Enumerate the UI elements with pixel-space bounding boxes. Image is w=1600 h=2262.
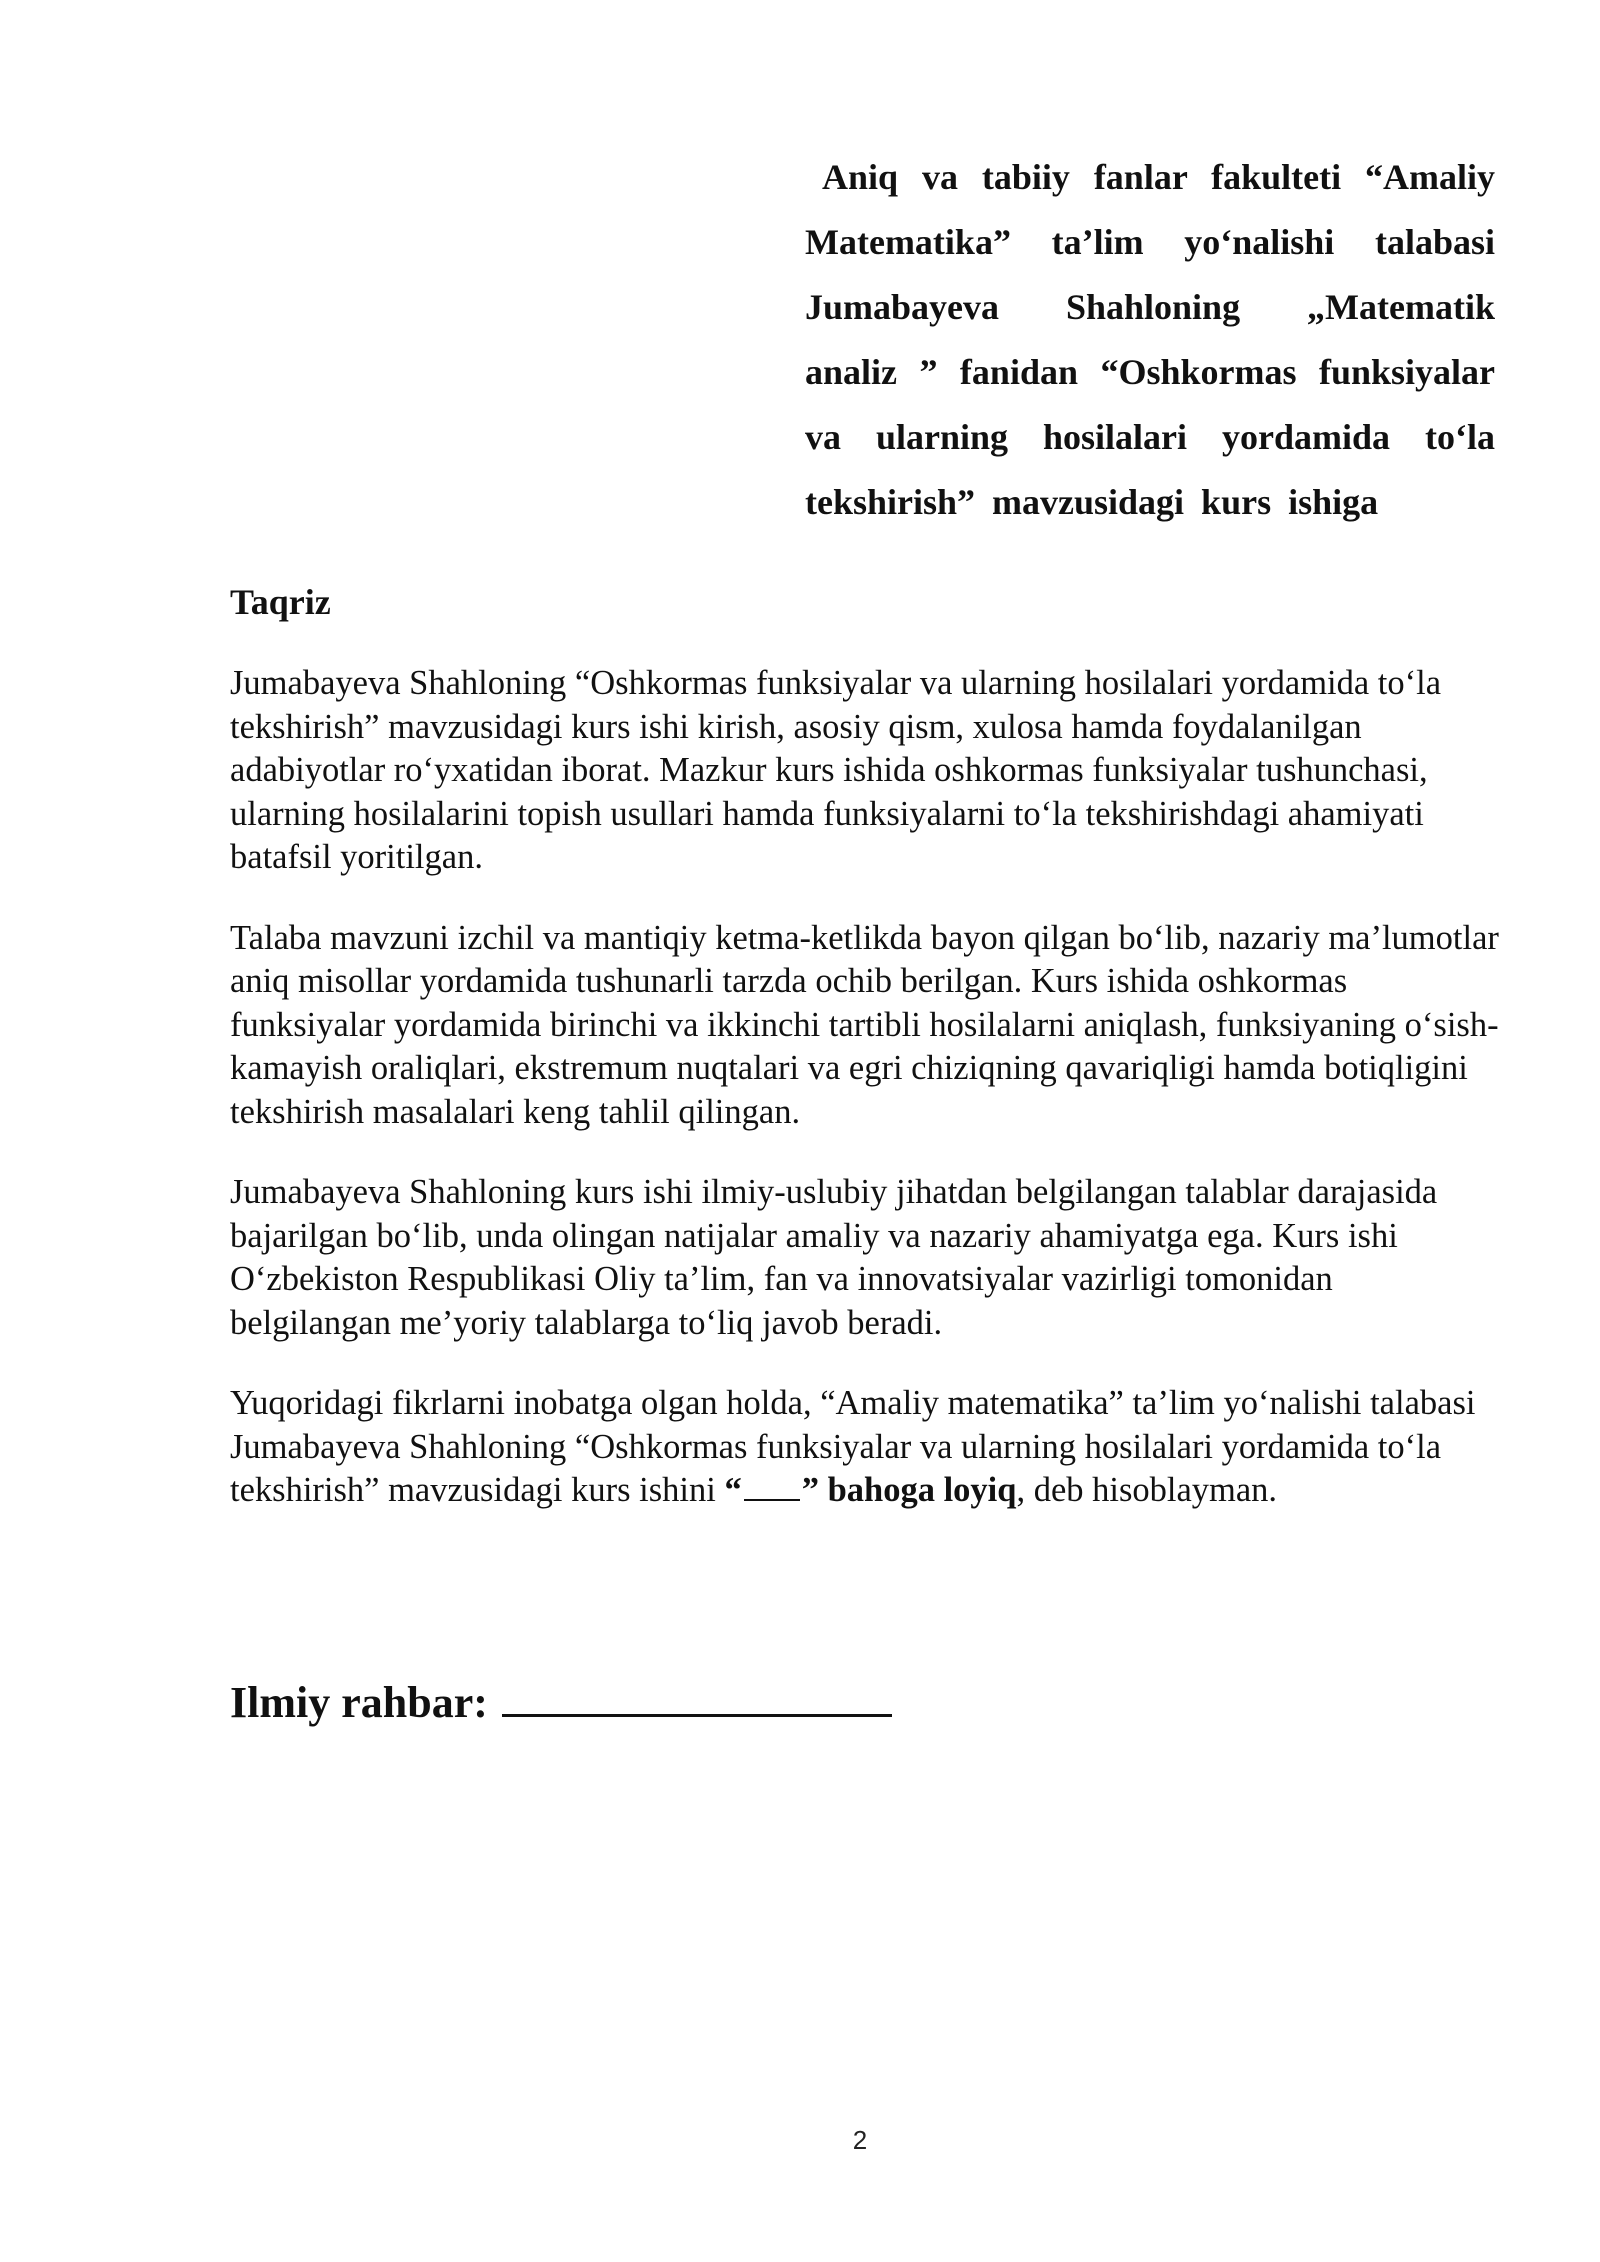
header-line: tekshirish” mavzusidagi kurs ishiga xyxy=(805,482,1379,522)
header-line: Aniq va tabiiy fanlar fakulteti “Amaliy xyxy=(822,157,1495,197)
grade-phrase: ” bahoga loyiq xyxy=(801,1471,1017,1509)
document-title: Taqriz xyxy=(230,582,331,622)
paragraph-content: Talaba mavzuni izchil va mantiqiy ketma-ketlikda bayon qilgan bo‘lib, nazariy ma’lumotlar aniq misollar yordamida tushunarli tarzda ochib berilgan. Kurs ishida oshkormas funksiyalar yordamida birinchi va ikkinchi tartibli hosilalarni aniqlash, funksiyaning o‘sish-kamayish oraliqlari, ekstremum nuqtalari va egri chiziqning qavariqligi hamda botiqligini tekshirish masalalari keng tahlil qilingan. xyxy=(230,918,1499,1131)
signature-line xyxy=(502,1670,892,1717)
grade-blank xyxy=(744,1469,800,1501)
supervisor-signature xyxy=(230,1670,892,1731)
paragraph-evaluation: Jumabayeva Shahloning kurs ishi ilmiy-uslubiy jihatdan belgilangan talablar darajasida bajarilgan bo‘lib, unda olingan natijalar amaliy va nazariy ahamiyatga ega. Kurs ishi O‘zbekiston Respublikasi Oliy ta’lim, fan va innovatsiyalar vazirligi tomonidan belgilangan me’yoriy talablarga to‘liq javob beradi. xyxy=(230,1173,1438,1342)
review-body xyxy=(230,662,1500,1550)
header-line: Matematika” ta’lim yo‘nalishi talabasi xyxy=(805,222,1495,262)
header-line: Jumabayeva Shahloning „Matematik xyxy=(805,287,1495,327)
header-line: va ularning hosilalari yordamida to‘la xyxy=(805,417,1495,457)
header-line: analiz ” fanidan “Oshkormas funksiyalar xyxy=(805,352,1495,392)
conclusion-text: Yuqoridagi fikrlarni inobatga olgan holda, “Amaliy matematika” ta’lim yo‘nalishi talabasi Jumabayeva Shahloning “Oshkormas funksiyalar va ularning hosilalari yordamida to‘la tekshirish” mavzusidagi kurs ishini xyxy=(230,1384,1476,1509)
paragraph-intro: Jumabayeva Shahloning “Oshkormas funksiyalar va ularning hosilalari yordamida to‘la tekshirish” mavzusidagi kurs ishi kirish, asosiy qism, xulosa hamda foydalanilgan adabiyotlar ro‘yxatidan iborat. Mazkur kurs ishida oshkormas funksiyalar tushunchasi, ularning hosilalarini topish usullari hamda funksiyalarni to‘la tekshirishdagi ahamiyati batafsil yoritilgan. xyxy=(230,664,1442,876)
grade-open-quote: “ xyxy=(724,1471,742,1509)
conclusion-end: , deb hisoblayman. xyxy=(1016,1471,1278,1509)
page-number: 2 xyxy=(852,2125,868,2155)
signature-label: Ilmiy rahbar: xyxy=(230,1678,488,1727)
document-header xyxy=(805,145,1495,535)
paragraph-conclusion xyxy=(230,1382,1500,1513)
